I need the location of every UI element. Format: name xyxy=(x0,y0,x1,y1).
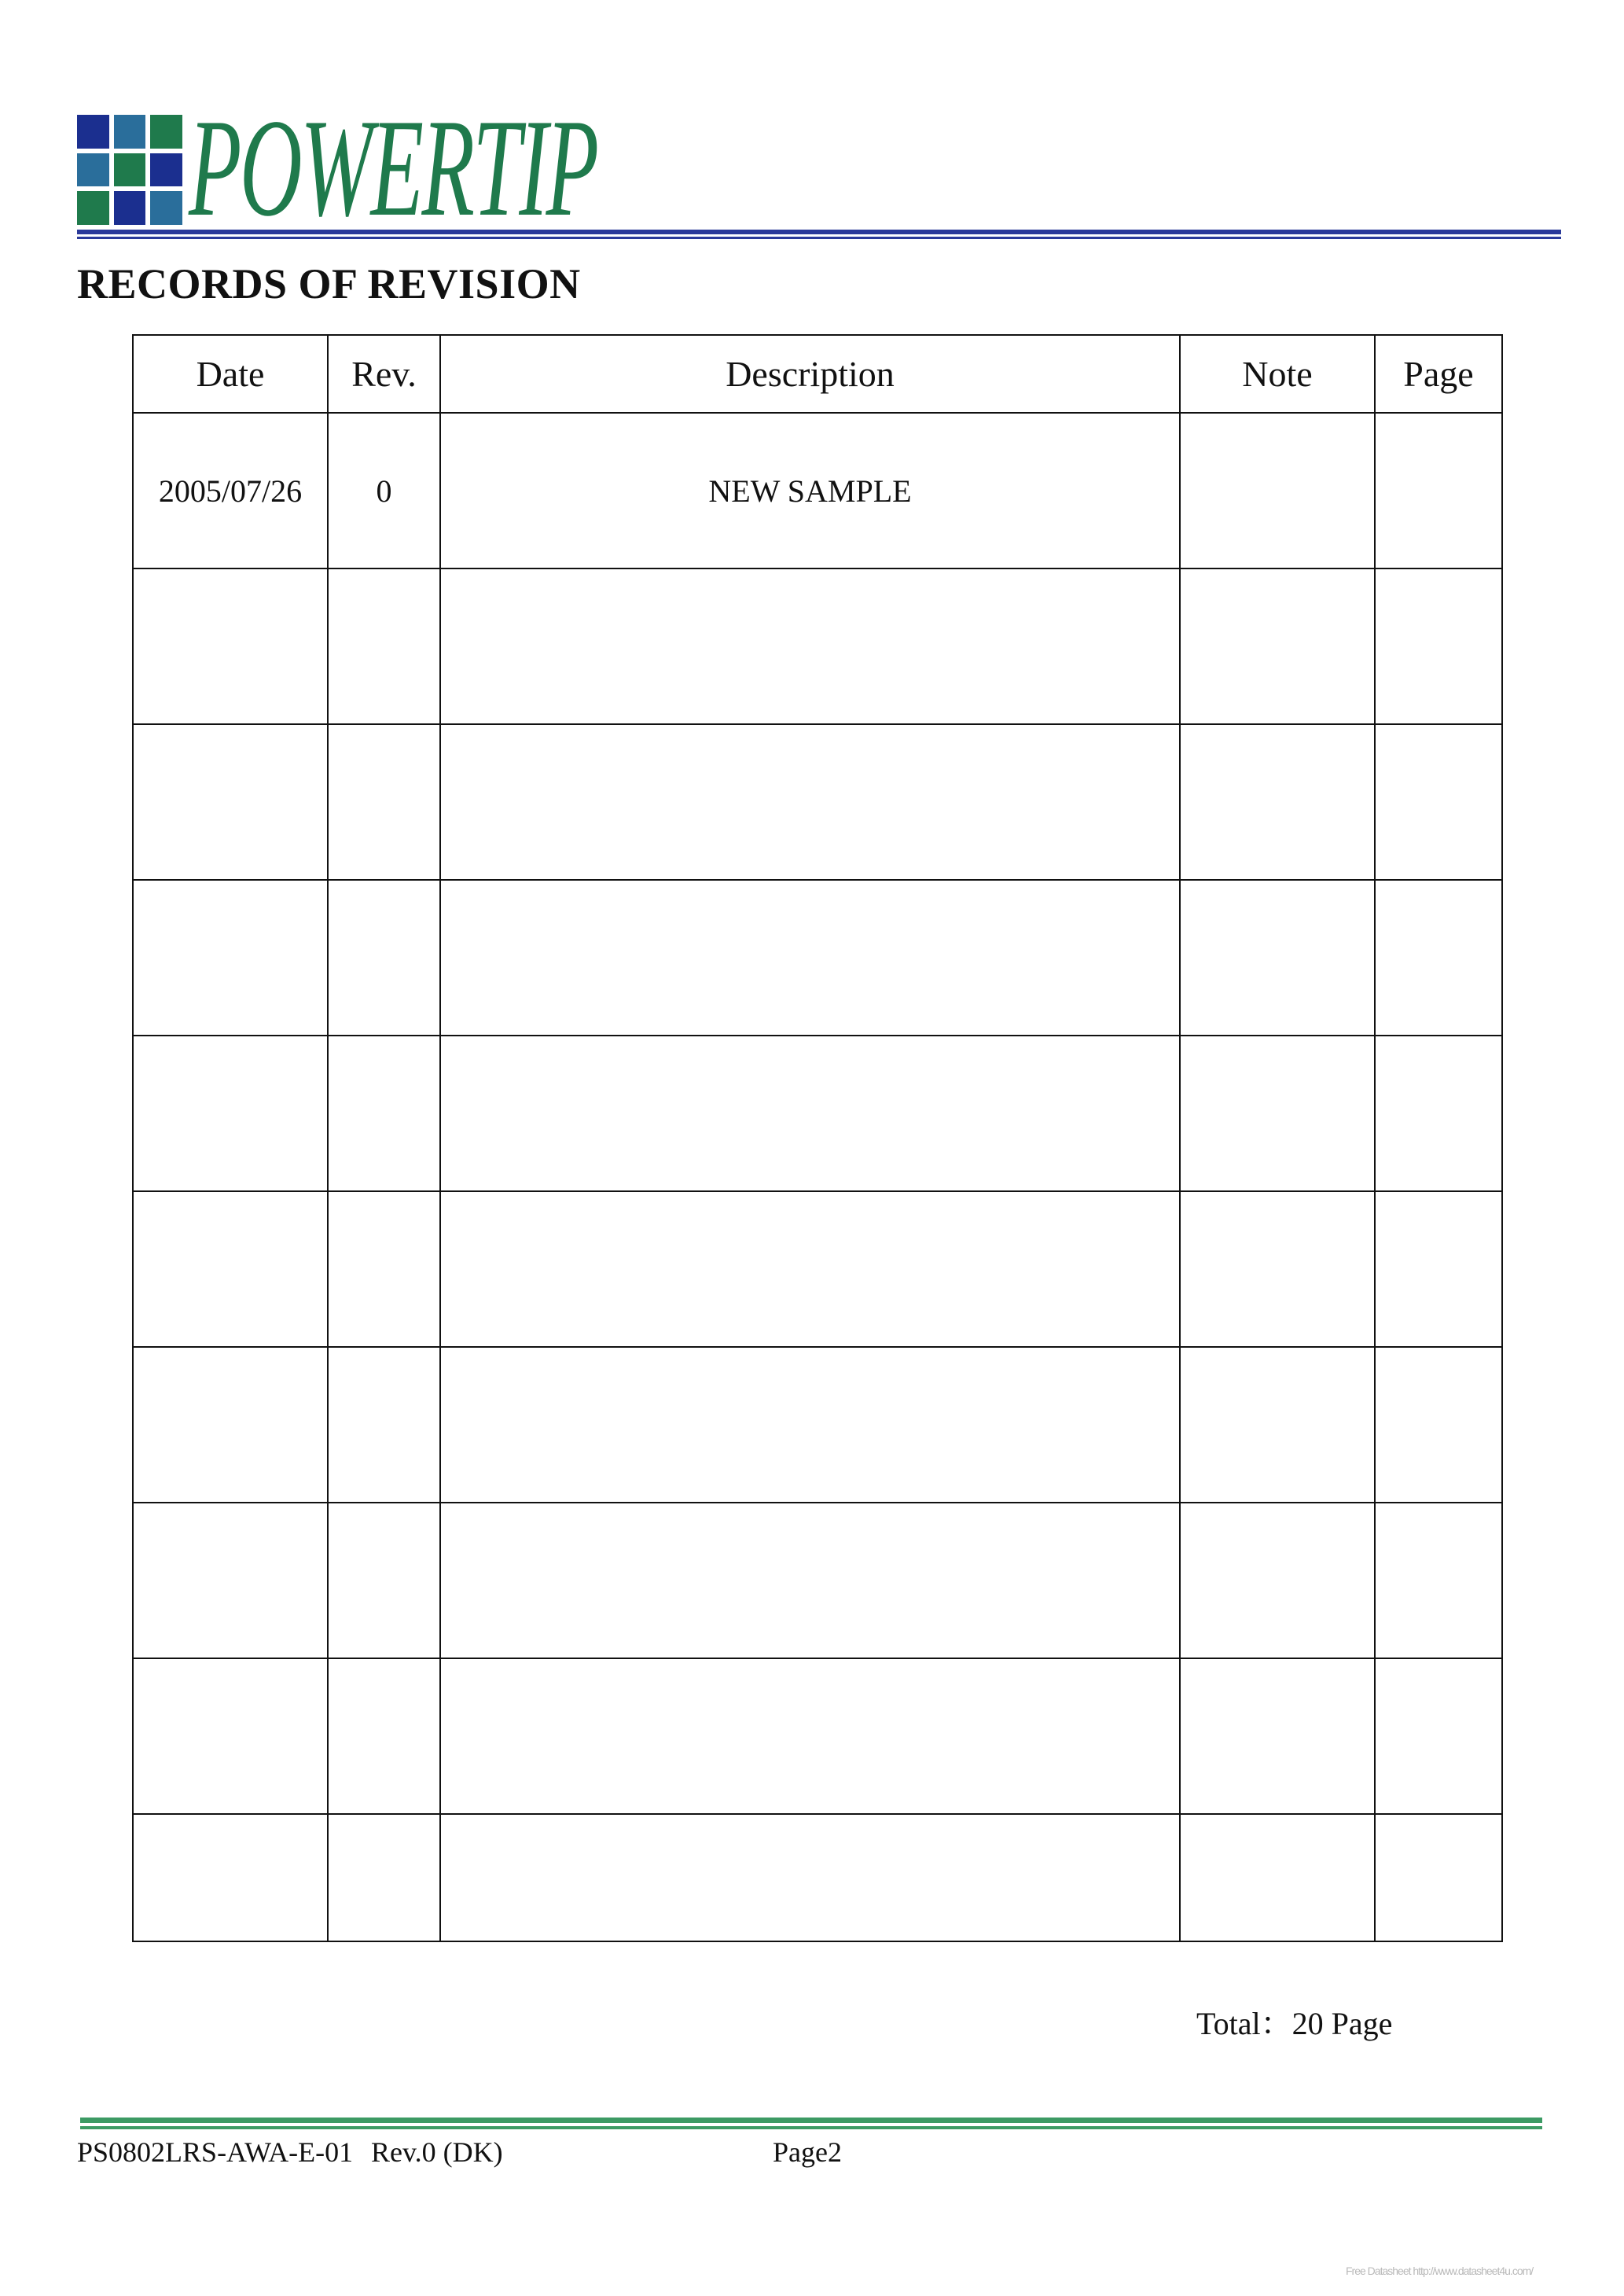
header-rule xyxy=(77,230,1561,239)
table-row xyxy=(133,568,1502,724)
logo-square xyxy=(150,153,182,187)
cell-rev xyxy=(328,1814,440,1941)
watermark: Free Datasheet http://www.datasheet4u.com/ xyxy=(1346,2265,1534,2277)
table-row xyxy=(133,1658,1502,1814)
cell-date xyxy=(133,880,328,1036)
cell-description: NEW SAMPLE xyxy=(440,413,1180,568)
cell-rev xyxy=(328,724,440,880)
cell-note xyxy=(1180,724,1375,880)
logo-square xyxy=(77,115,109,149)
cell-page xyxy=(1375,1347,1502,1503)
cell-date xyxy=(133,1814,328,1941)
logo-squares-icon xyxy=(77,115,182,225)
cell-page xyxy=(1375,1036,1502,1191)
table-row xyxy=(133,880,1502,1036)
cell-note xyxy=(1180,568,1375,724)
cell-note xyxy=(1180,1191,1375,1347)
cell-description xyxy=(440,1191,1180,1347)
table-row xyxy=(133,1503,1502,1658)
cell-description xyxy=(440,724,1180,880)
table-row xyxy=(133,1347,1502,1503)
logo-square xyxy=(77,191,109,225)
footer-page-number: Page2 xyxy=(773,2136,842,2168)
logo-square xyxy=(150,115,182,149)
cell-rev xyxy=(328,1503,440,1658)
cell-page xyxy=(1375,1191,1502,1347)
cell-rev xyxy=(328,1658,440,1814)
cell-rev xyxy=(328,1036,440,1191)
cell-rev: 0 xyxy=(328,413,440,568)
cell-page xyxy=(1375,724,1502,880)
cell-description xyxy=(440,1347,1180,1503)
cell-date xyxy=(133,1503,328,1658)
cell-rev xyxy=(328,1347,440,1503)
table-row xyxy=(133,413,1502,568)
cell-date: 2005/07/26 xyxy=(133,413,328,568)
table-header-row xyxy=(133,335,1502,413)
header-rev: Rev. xyxy=(328,335,440,413)
cell-description xyxy=(440,1503,1180,1658)
cell-page xyxy=(1375,1658,1502,1814)
header-note: Note xyxy=(1180,335,1375,413)
cell-note xyxy=(1180,1036,1375,1191)
cell-page xyxy=(1375,1814,1502,1941)
header-page: Page xyxy=(1375,335,1502,413)
cell-page xyxy=(1375,880,1502,1036)
cell-note xyxy=(1180,1347,1375,1503)
cell-date xyxy=(133,1191,328,1347)
footer-doc-id: PS0802LRS-AWA-E-01 xyxy=(77,2136,354,2168)
table-row xyxy=(133,724,1502,880)
table-row xyxy=(133,1191,1502,1347)
header-date: Date xyxy=(133,335,328,413)
logo-square xyxy=(77,153,109,187)
cell-page xyxy=(1375,1503,1502,1658)
logo-square xyxy=(150,191,182,225)
cell-rev xyxy=(328,568,440,724)
cell-date xyxy=(133,568,328,724)
cell-date xyxy=(133,1658,328,1814)
cell-date xyxy=(133,1347,328,1503)
cell-description xyxy=(440,880,1180,1036)
table-row xyxy=(133,1814,1502,1941)
footer-revision: Rev.0 (DK) xyxy=(371,2136,503,2168)
logo-wordmark: POWERTIP xyxy=(189,90,597,245)
cell-note xyxy=(1180,1503,1375,1658)
logo-square xyxy=(114,153,146,187)
cell-page xyxy=(1375,568,1502,724)
table-row xyxy=(133,1036,1502,1191)
logo-square xyxy=(114,191,146,225)
cell-description xyxy=(440,1814,1180,1941)
header-description: Description xyxy=(440,335,1180,413)
cell-rev xyxy=(328,1191,440,1347)
cell-description xyxy=(440,1658,1180,1814)
cell-description xyxy=(440,1036,1180,1191)
revision-table xyxy=(132,334,1503,1942)
cell-date xyxy=(133,724,328,880)
page-title: RECORDS OF REVISION xyxy=(77,260,581,307)
cell-page xyxy=(1375,413,1502,568)
cell-note xyxy=(1180,880,1375,1036)
cell-note xyxy=(1180,1658,1375,1814)
total-pages: Total：20 Page xyxy=(1196,2006,1393,2041)
cell-rev xyxy=(328,880,440,1036)
footer-rule xyxy=(80,2118,1542,2130)
cell-description xyxy=(440,568,1180,724)
cell-date xyxy=(133,1036,328,1191)
logo-square xyxy=(114,115,146,149)
cell-note xyxy=(1180,1814,1375,1941)
cell-note xyxy=(1180,413,1375,568)
